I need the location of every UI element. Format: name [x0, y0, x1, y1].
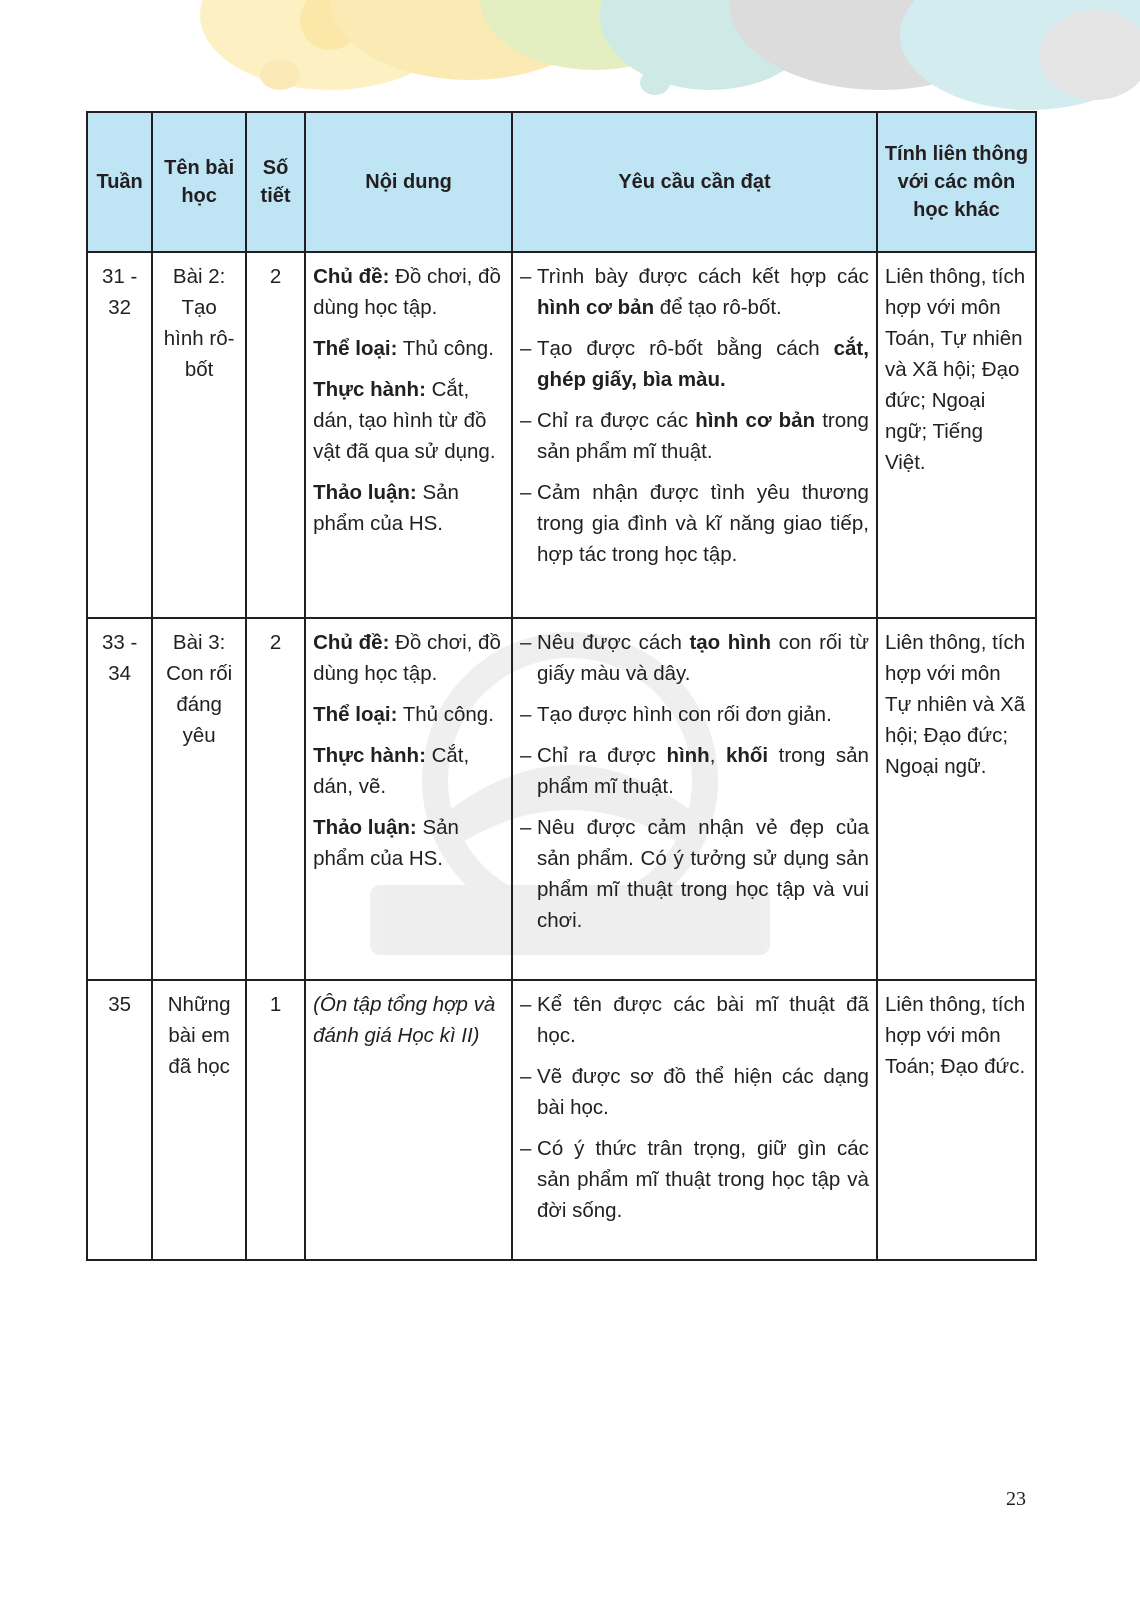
content-item: [313, 477, 504, 539]
lesson-cell: Bài 2: Tạo hình rô-bốt: [152, 252, 246, 618]
content-label: Thể loại:: [313, 337, 398, 360]
header-content: Nội dung: [305, 112, 512, 252]
content-italic-note: (Ôn tập tổng hợp và đánh giá Học kì II): [313, 993, 496, 1047]
header-lesson: Tên bài học: [152, 112, 246, 252]
week-cell: 35: [87, 980, 152, 1260]
requirement-item: – Kể tên được các bài mĩ thuật đã học.: [520, 993, 869, 1047]
top-decorative-banner: [0, 0, 1140, 110]
page-number: 23: [1006, 1488, 1026, 1510]
integration-cell: Liên thông, tích hợp với môn Toán, Tự nhiên và Xã hội; Đạo đức; Ngoại ngữ; Tiếng Việt.: [877, 252, 1036, 618]
requirement-item: – Tạo được hình con rối đơn giản.: [520, 703, 832, 726]
week-cell: 33 - 34: [87, 618, 152, 980]
content-item: [313, 812, 504, 874]
header-periods: Số tiết: [246, 112, 305, 252]
requirement-item: – Vẽ được sơ đồ thể hiện các dạng bài học.: [520, 1065, 869, 1119]
table-row: [87, 252, 1036, 618]
requirement-item: – Tạo được rô-bốt bằng cách cắt, ghép giấy, bìa màu.: [520, 337, 869, 391]
content-cell: [305, 980, 512, 1260]
table-row: [87, 618, 1036, 980]
lesson-cell: Bài 3: Con rối đáng yêu: [152, 618, 246, 980]
content-label: Chủ đề:: [313, 265, 390, 288]
requirements-cell: [512, 980, 877, 1260]
content-label: Thể loại:: [313, 703, 398, 726]
table-header-row: [87, 112, 1036, 252]
periods-cell: 2: [246, 252, 305, 618]
requirements-cell: [512, 618, 877, 980]
content-text: Cắt, dán, tạo hình từ đồ vật đã qua sử dụng.: [313, 378, 496, 463]
content-item: [313, 333, 504, 364]
lesson-plan-table: [86, 111, 1037, 1261]
content-text: Đồ chơi, đồ dùng học tập.: [313, 265, 501, 319]
requirement-item: – Chỉ ra được các hình cơ bản trong sản phẩm mĩ thuật.: [520, 409, 869, 463]
integration-cell: Liên thông, tích hợp với môn Toán; Đạo đức.: [877, 980, 1036, 1260]
content-label: Thảo luận:: [313, 481, 417, 504]
requirement-item: – Nêu được cách tạo hình con rối từ giấy màu và dây.: [520, 631, 869, 685]
periods-cell: 1: [246, 980, 305, 1260]
table-row: [87, 980, 1036, 1260]
integration-cell: Liên thông, tích hợp với môn Tự nhiên và Xã hội; Đạo đức; Ngoại ngữ.: [877, 618, 1036, 980]
header-week: Tuần: [87, 112, 152, 252]
requirements-cell: [512, 252, 877, 618]
content-text: Sản phẩm của HS.: [313, 481, 459, 535]
content-label: Chủ đề:: [313, 631, 390, 654]
content-text: Thủ công.: [397, 337, 494, 360]
requirement-item: – Trình bày được cách kết hợp các hình cơ bản để tạo rô-bốt.: [520, 265, 869, 319]
content-text: Sản phẩm của HS.: [313, 816, 459, 870]
content-text: Thủ công.: [397, 703, 494, 726]
lesson-cell: Những bài em đã học: [152, 980, 246, 1260]
requirement-item: – Có ý thức trân trọng, giữ gìn các sản phẩm mĩ thuật trong học tập và đời sống.: [520, 1137, 869, 1222]
periods-cell: 2: [246, 618, 305, 980]
requirement-item: – Chỉ ra được hình, khối trong sản phẩm mĩ thuật.: [520, 744, 869, 798]
content-label: Thực hành:: [313, 378, 426, 401]
content-text: Đồ chơi, đồ dùng học tập.: [313, 631, 501, 685]
content-item: [313, 627, 504, 689]
header-requirements: Yêu cầu cần đạt: [512, 112, 877, 252]
content-item: [313, 740, 504, 802]
content-text: Cắt, dán, vẽ.: [313, 744, 470, 798]
content-item: [313, 261, 504, 323]
content-item: [313, 374, 504, 467]
requirement-item: – Cảm nhận được tình yêu thương trong gia đình và kĩ năng giao tiếp, hợp tác trong học tập.: [520, 481, 869, 566]
header-integration: Tính liên thông với các môn học khác: [877, 112, 1036, 252]
content-cell: [305, 618, 512, 980]
content-cell: [305, 252, 512, 618]
content-item: [313, 699, 504, 730]
requirement-item: – Nêu được cảm nhận vẻ đẹp của sản phẩm. Có ý tưởng sử dụng sản phẩm mĩ thuật trong học tập và vui chơi.: [520, 816, 869, 932]
content-label: Thực hành:: [313, 744, 426, 767]
content-label: Thảo luận:: [313, 816, 417, 839]
week-cell: 31 - 32: [87, 252, 152, 618]
